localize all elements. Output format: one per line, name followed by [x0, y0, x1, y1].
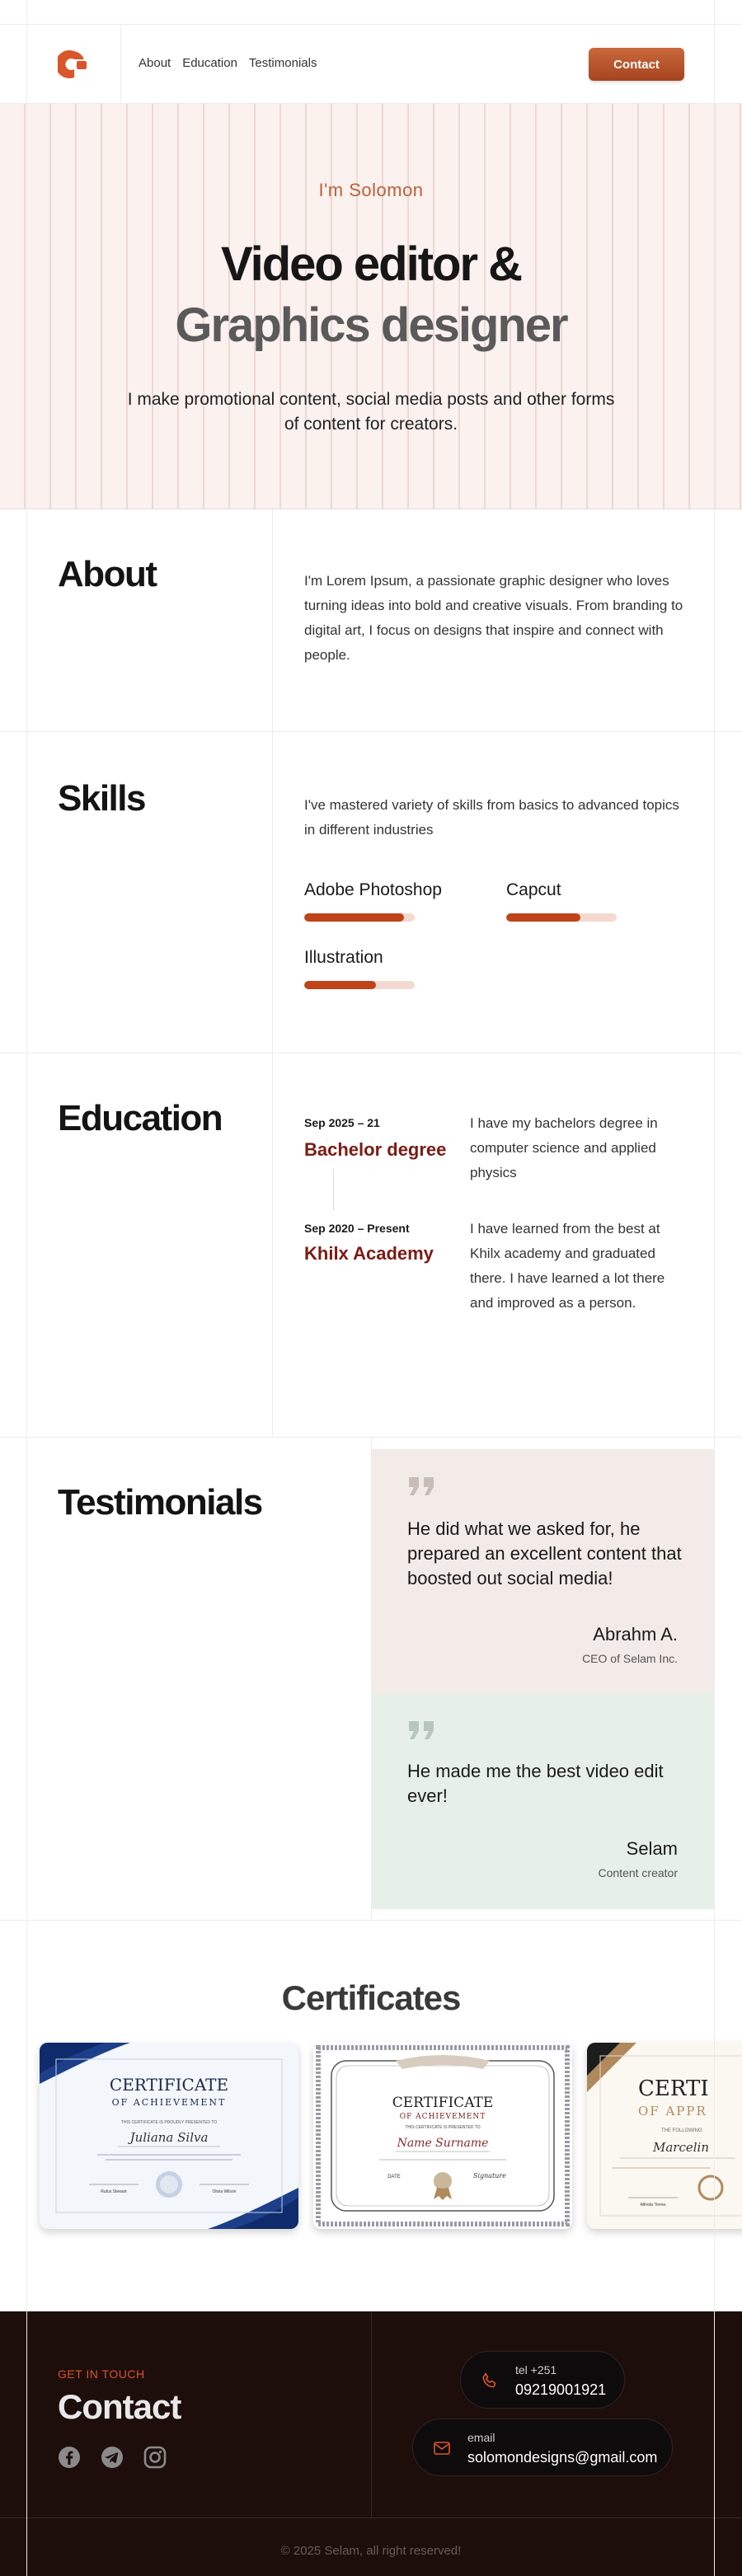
testimonial-author: Selam [626, 1838, 678, 1859]
education-date: Sep 2020 – Present [304, 1222, 410, 1235]
skill-progress-bar [506, 913, 617, 922]
skill-progress-fill [304, 913, 404, 922]
about-text: I'm Lorem Ipsum, a passionate graphic designer who loves turning ideas into bold and creative visuals. From branding to digital art, I focus on designs that inspire and connect with people. [304, 573, 683, 663]
certificate-signature-left: Alfredo Torres [640, 2203, 666, 2208]
certificate-subheading: OF ACHIEVEMENT [111, 2097, 227, 2108]
education-description: I have learned from the best at Khilx academy and graduated there. I have learned a lot there and improved as a person. [470, 1221, 665, 1311]
certificates-section [0, 1921, 742, 2311]
footer-rule [0, 2517, 742, 2518]
email-label: email [467, 2431, 495, 2444]
testimonial-quote: He did what we asked for, he prepared an excellent content that boosted out social media! [407, 1518, 682, 1588]
contact-title: Contact [58, 2387, 181, 2426]
hero-title [0, 234, 742, 356]
skills-section [0, 732, 742, 1053]
footer [0, 2311, 742, 2576]
certificate-signature-left: Rufus Stewart [101, 2189, 127, 2194]
hero-subtitle: I'm Solomon [318, 180, 424, 200]
quote-icon [407, 1720, 435, 1741]
certificate-signature-right: Signature [472, 2172, 507, 2180]
certificate-image [40, 2043, 298, 2229]
testimonial-role: CEO of Selam Inc. [582, 1652, 678, 1665]
skill-progress-bar [304, 913, 415, 922]
certificate-recipient: Juliana Silva [129, 2130, 209, 2145]
certificate-recipient: Marcelin [653, 2140, 710, 2155]
certificate-recipient: Name Surname [397, 2137, 489, 2150]
column-divider [272, 509, 273, 732]
skill-progress-bar [304, 981, 415, 989]
testimonial-card [371, 1449, 714, 1693]
skills-intro: I've mastered variety of skills from basics to advanced topics in different industries [304, 797, 679, 838]
email-address: solomondesigns@gmail.com [467, 2449, 658, 2466]
nav-link-about[interactable]: About [139, 56, 171, 70]
testimonial-quote: He made me the best video edit ever! [407, 1761, 664, 1806]
testimonial-card [371, 1693, 714, 1909]
skills-title: Skills [58, 778, 145, 819]
certificate-image [587, 2043, 742, 2229]
testimonial-role: Content creator [598, 1866, 678, 1879]
contact-button[interactable]: Contact [589, 48, 684, 81]
certificate-card[interactable] [587, 2043, 742, 2229]
phone-icon [481, 2372, 499, 2390]
testimonials-title: Testimonials [58, 1482, 262, 1523]
education-name: Bachelor degree [304, 1139, 447, 1160]
certificate-subheading: OF ACHIEVEMENT [399, 2113, 486, 2121]
education-name: Khilx Academy [304, 1243, 434, 1264]
education-title: Education [58, 1098, 223, 1138]
nav-links [139, 56, 317, 70]
certificate-heading: CERTI [638, 2076, 709, 2101]
phone-contact-pill[interactable] [460, 2351, 625, 2409]
quote-icon [407, 1476, 435, 1497]
certificates-title: Certificates [281, 1978, 461, 2017]
facebook-icon[interactable] [58, 2446, 81, 2469]
mail-icon [433, 2439, 451, 2457]
footer-divider [371, 2311, 372, 2517]
nav-divider [120, 25, 121, 104]
certificate-card[interactable] [313, 2043, 572, 2229]
nav-link-education[interactable]: Education [182, 56, 237, 70]
certificate-card[interactable] [40, 2043, 298, 2229]
hero-description: I make promotional content, social media posts and other forms of content for creators. [127, 390, 615, 434]
certificate-heading: CERTIFICATE [392, 2095, 494, 2111]
phone-number: 09219001921 [515, 2381, 607, 2398]
certificate-presented: THIS CERTIFICATE IS PROUDLY PRESENTED TO [120, 2120, 218, 2125]
skill-name: Adobe Photoshop [304, 880, 442, 899]
hero-section [0, 104, 742, 509]
certificate-subheading: OF APPR [638, 2104, 707, 2119]
hero-title-line-2: Graphics designer [175, 298, 567, 352]
column-divider [272, 1053, 273, 1438]
education-section [0, 1053, 742, 1438]
certificate-signature-right: Olivia Wilson [212, 2189, 237, 2194]
testimonials-section [0, 1438, 742, 1921]
column-divider [272, 732, 273, 1053]
skill-progress-fill [506, 913, 580, 922]
skill-progress-fill [304, 981, 376, 989]
about-title: About [58, 554, 157, 594]
email-contact-pill[interactable] [412, 2419, 673, 2476]
testimonial-author: Abrahm A. [593, 1624, 678, 1645]
telegram-icon[interactable] [101, 2446, 124, 2469]
education-description: I have my bachelors degree in computer science and applied physics [470, 1115, 658, 1180]
hero-title-line-1: Video editor & [220, 237, 522, 291]
frame-line-left [26, 0, 27, 2576]
about-section [0, 509, 742, 732]
certificate-signature-left: DATE [387, 2175, 401, 2180]
top-nav [0, 0, 742, 104]
frame-line-right [714, 0, 715, 2576]
instagram-icon[interactable] [143, 2446, 167, 2469]
certificate-presented: THE FOLLOWING [661, 2128, 702, 2133]
skill-name: Illustration [304, 948, 383, 967]
logo-icon[interactable] [58, 49, 91, 79]
education-date: Sep 2025 – 21 [304, 1116, 380, 1129]
phone-label: tel +251 [515, 2363, 557, 2377]
nav-top-divider [0, 24, 742, 25]
copyright-text: © 2025 Selam, all right reserved! [280, 2544, 462, 2558]
skill-name: Capcut [506, 880, 561, 899]
nav-link-testimonials[interactable]: Testimonials [248, 56, 317, 70]
get-in-touch-label: GET IN TOUCH [58, 2367, 145, 2381]
certificate-image [313, 2043, 572, 2229]
timeline-line [333, 1169, 334, 1210]
certificate-heading: CERTIFICATE [109, 2075, 229, 2095]
certificate-presented: THIS CERTIFICATE IS PRESENTED TO [405, 2125, 481, 2130]
